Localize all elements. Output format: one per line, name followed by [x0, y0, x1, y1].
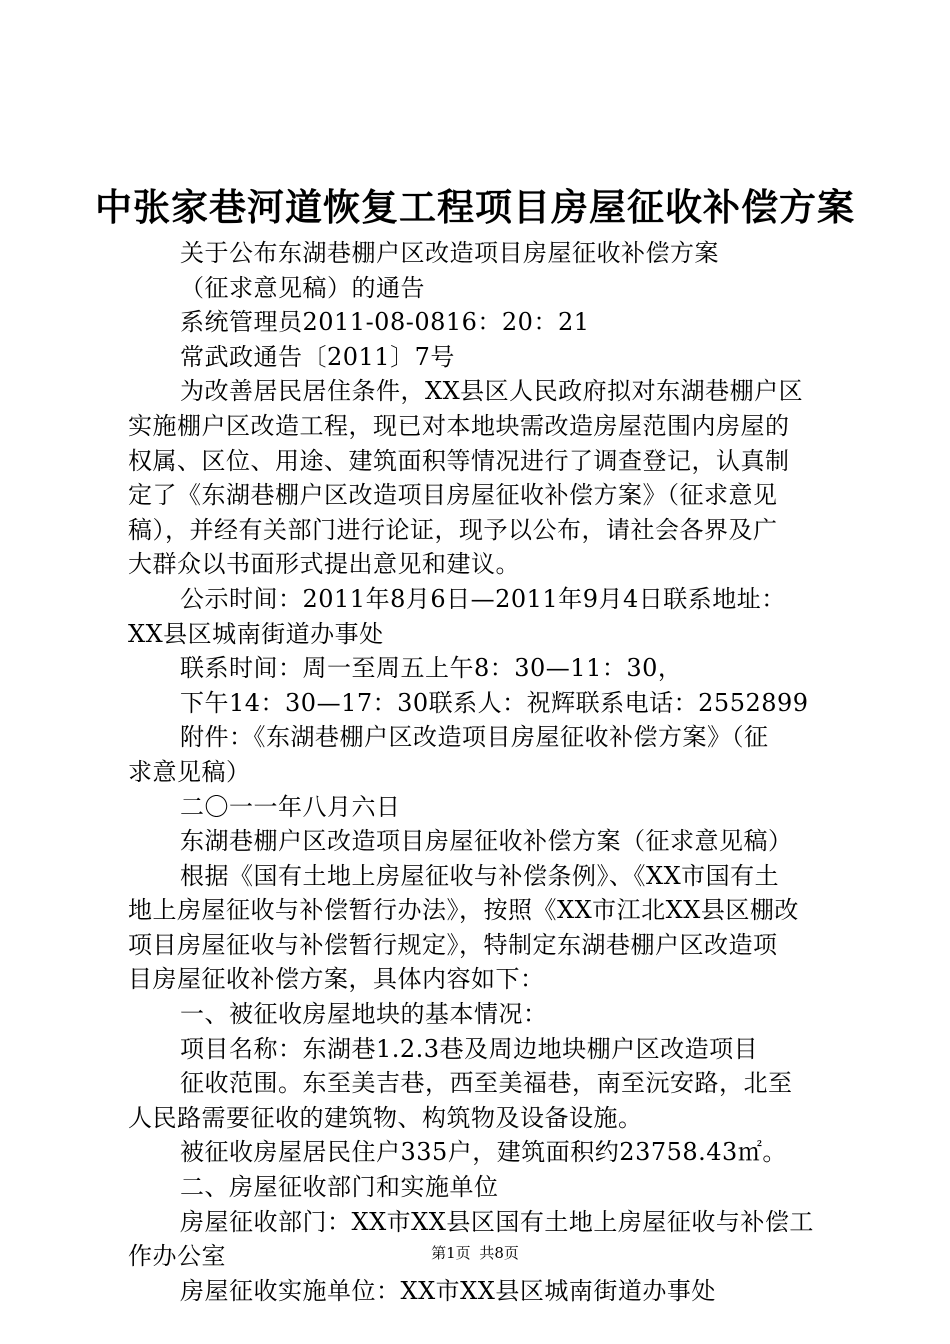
page-total: 共8页	[479, 1244, 519, 1262]
paragraph-line: 关于公布东湖巷棚户区改造项目房屋征收补偿方案	[180, 239, 719, 267]
paragraph-line: 大群众以书面形式提出意见和建议。	[128, 550, 520, 579]
paragraph-line: 二、房屋征收部门和实施单位	[180, 1173, 499, 1202]
paragraph-line: 求意见稿）	[128, 757, 251, 786]
paragraph-line: 项目房屋征收与补偿暂行规定》，特制定东湖巷棚户区改造项	[128, 930, 778, 959]
paragraph-line: 下午14：30—17：30联系人：祝辉联系电话：2552899	[180, 688, 809, 717]
paragraph-line: 目房屋征收补偿方案，具体内容如下：	[128, 965, 545, 994]
paragraph-line: 征收范围。东至美吉巷，西至美福巷，南至沅安路，北至	[180, 1069, 793, 1098]
page-number: 第1页	[431, 1244, 471, 1262]
paragraph-line: 根据《国有土地上房屋征收与补偿条例》、《XX市国有土	[180, 861, 780, 890]
document-title: 中张家巷河道恢复工程项目房屋征收补偿方案	[95, 186, 855, 229]
document-body	[128, 236, 832, 1308]
paragraph-line: 被征收房屋居民住户335户，建筑面积约23758.43㎡。	[180, 1138, 787, 1167]
paragraph-line: 附件：《东湖巷棚户区改造项目房屋征收补偿方案》（征	[180, 723, 769, 752]
paragraph-line: 房屋征收实施单位：XX市XX县区城南街道办事处	[180, 1276, 716, 1305]
paragraph-line: 定了《东湖巷棚户区改造项目房屋征收补偿方案》（征求意见	[128, 481, 778, 510]
paragraph-line: 联系时间：周一至周五上午8：30—11：30，	[180, 654, 683, 683]
paragraph-line: 项目名称：东湖巷1.2.3巷及周边地块棚户区改造项目	[180, 1034, 759, 1063]
paragraph-line: 系统管理员2011-08-0816：20：21	[180, 308, 590, 337]
paragraph-line: 常武政通告〔2011〕7号	[180, 342, 455, 371]
paragraph-line: 二〇一一年八月六日	[180, 792, 401, 821]
paragraph-line: 公示时间：2011年8月6日—2011年9月4日联系地址：	[180, 584, 786, 613]
paragraph-line: 作办公室	[128, 1242, 226, 1271]
paragraph-line: 东湖巷棚户区改造项目房屋征收补偿方案（征求意见稿）	[180, 827, 793, 856]
paragraph-line: 人民路需要征收的建筑物、构筑物及设备设施。	[128, 1103, 643, 1132]
paragraph-line: 实施棚户区改造工程，现已对本地块需改造房屋范围内房屋的	[128, 411, 790, 440]
page-footer	[0, 1243, 950, 1263]
paragraph-line: 稿），并经有关部门进行论证，现予以公布，请社会各界及广	[128, 515, 778, 544]
paragraph-line: （征求意见稿）的通告	[180, 273, 425, 302]
paragraph-line: 房屋征收部门：XX市XX县区国有土地上房屋征收与补偿工	[180, 1207, 814, 1236]
paragraph-line: 为改善居民居住条件，XX县区人民政府拟对东湖巷棚户区	[180, 377, 804, 406]
paragraph-line: XX县区城南街道办事处	[128, 619, 384, 648]
paragraph-line: 地上房屋征收与补偿暂行办法》，按照《XX市江北XX县区棚改	[128, 896, 799, 925]
paragraph-line: 权属、区位、用途、建筑面积等情况进行了调查登记，认真制	[128, 446, 790, 475]
paragraph-line: 一、被征收房屋地块的基本情况：	[180, 1000, 548, 1029]
